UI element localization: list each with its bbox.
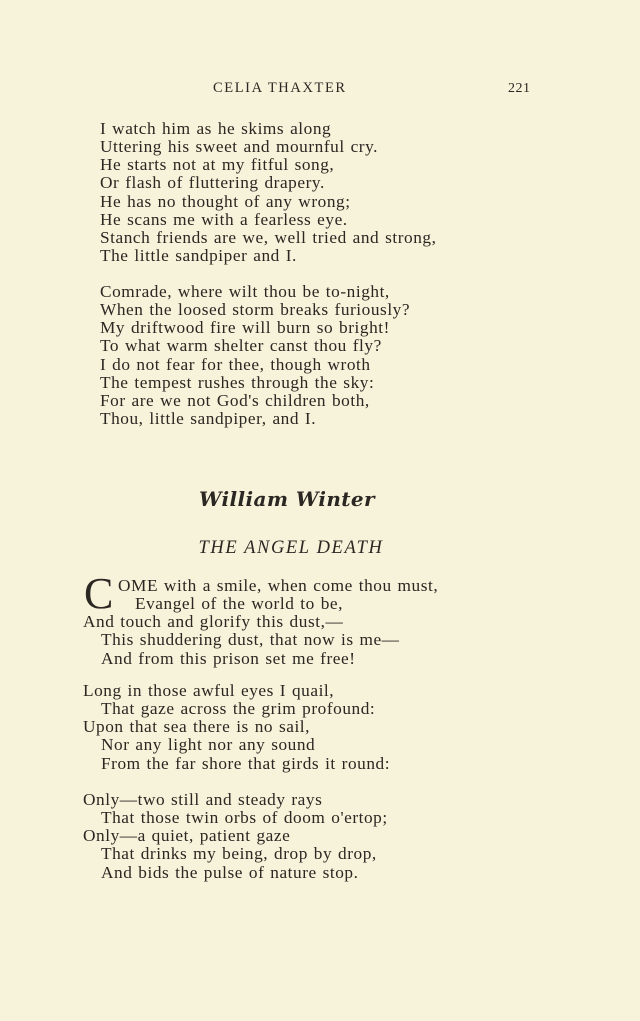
poem-line: And bids the pulse of nature stop. bbox=[101, 862, 359, 882]
poem-line: Stanch friends are we, well tried and strong, bbox=[100, 227, 437, 247]
author-heading: William Winter bbox=[199, 487, 375, 511]
poem-line: Uttering his sweet and mournful cry. bbox=[100, 137, 379, 157]
poem-line: And touch and glorify this dust,— bbox=[83, 612, 344, 632]
poem-line: Comrade, where wilt thou be to-night, bbox=[100, 282, 390, 301]
poem-line: I watch him as he skims along bbox=[100, 119, 332, 138]
poem-line: I do not fear for thee, though wroth bbox=[100, 354, 371, 374]
running-head bbox=[0, 80, 640, 100]
poem-line: Upon that sea there is no sail, bbox=[83, 717, 311, 737]
poem-line: Only—two still and steady rays bbox=[83, 790, 323, 809]
angel-death-stanza-1 bbox=[83, 577, 438, 668]
poem-line: Thou, little sandpiper, and I. bbox=[100, 408, 317, 428]
poem-line: That gaze across the grim profound: bbox=[101, 699, 376, 719]
poem-line: The little sandpiper and I. bbox=[100, 245, 297, 265]
poem-line: For are we not God's children both, bbox=[100, 390, 370, 410]
poem-line: When the loosed storm breaks furiously? bbox=[100, 300, 411, 320]
poem-line: Or flash of fluttering drapery. bbox=[100, 173, 325, 193]
poem-line: To what warm shelter canst thou fly? bbox=[100, 336, 382, 356]
page-number: 221 bbox=[508, 81, 531, 96]
poem-line: From the far shore that girds it round: bbox=[101, 753, 391, 773]
angel-death-stanza-3 bbox=[83, 791, 388, 882]
poem-line: The tempest rushes through the sky: bbox=[100, 372, 375, 392]
poem-line: He starts not at my fitful song, bbox=[100, 155, 335, 175]
poem-line: OME with a smile, when come thou must, bbox=[118, 576, 439, 595]
poem-line: That those twin orbs of doom o'ertop; bbox=[101, 808, 388, 828]
poem-title: THE ANGEL DEATH bbox=[198, 538, 384, 558]
poem-line: My driftwood fire will burn so bright! bbox=[100, 318, 390, 338]
poem-line: Long in those awful eyes I quail, bbox=[83, 681, 335, 700]
sandpiper-stanza-2 bbox=[100, 283, 410, 428]
poem-line: He has no thought of any wrong; bbox=[100, 191, 351, 211]
angel-death-stanza-2 bbox=[83, 682, 390, 773]
poem-line: Only—a quiet, patient gaze bbox=[83, 826, 291, 846]
sandpiper-stanza-1 bbox=[100, 120, 436, 265]
running-title: CELIA THAXTER bbox=[213, 80, 347, 96]
drop-cap: C bbox=[84, 569, 114, 618]
poem-line: That drinks my being, drop by drop, bbox=[101, 844, 377, 864]
poem-line: He scans me with a fearless eye. bbox=[100, 209, 348, 229]
poem-line: And from this prison set me free! bbox=[101, 648, 356, 668]
poem-line: This shuddering dust, that now is me— bbox=[101, 630, 400, 650]
poem-line: Evangel of the world to be, bbox=[135, 594, 343, 614]
poem-line: Nor any light nor any sound bbox=[101, 735, 316, 755]
